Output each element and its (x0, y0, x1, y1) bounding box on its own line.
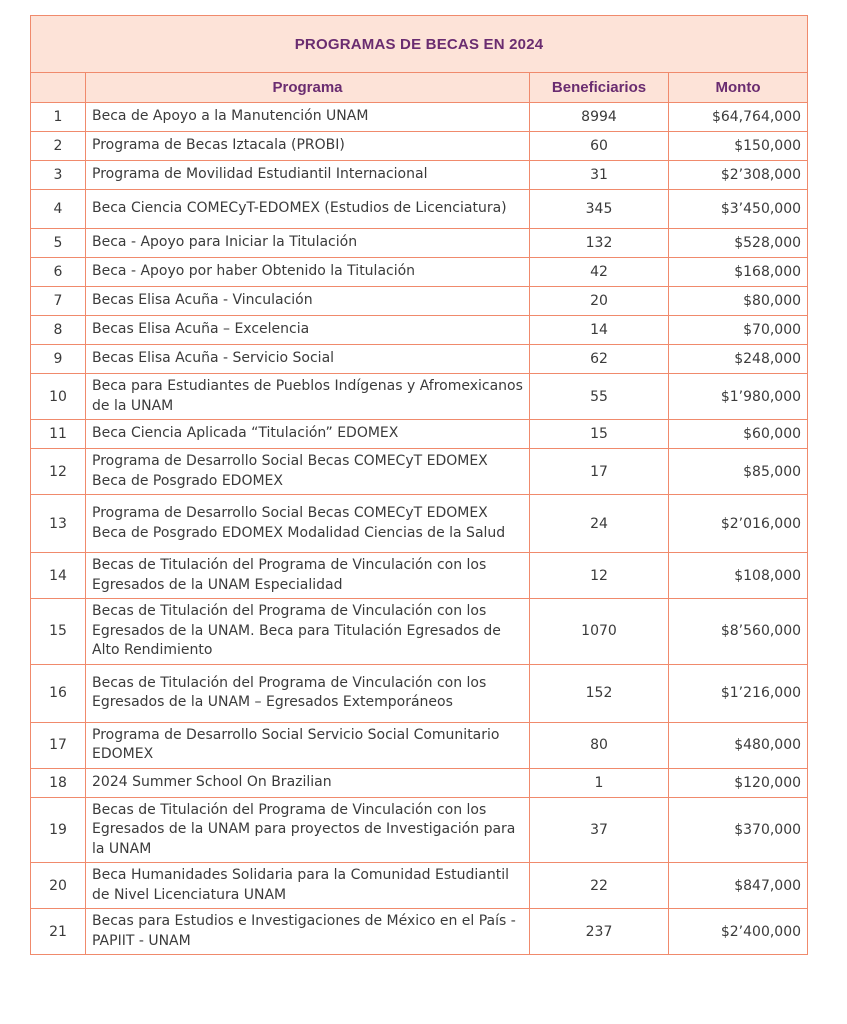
amount-value: $2’308,000 (669, 161, 808, 190)
amount-value: $60,000 (669, 420, 808, 449)
beneficiaries-count: 15 (530, 420, 669, 449)
table-row (31, 722, 808, 768)
row-number: 17 (31, 722, 86, 768)
table-row (31, 190, 808, 229)
table-row (31, 664, 808, 722)
amount-value: $480,000 (669, 722, 808, 768)
program-name: Programa de Movilidad Estudiantil Internacional (86, 161, 530, 190)
beneficiaries-count: 22 (530, 863, 669, 909)
row-number: 9 (31, 345, 86, 374)
table-row (31, 797, 808, 863)
table-row (31, 287, 808, 316)
amount-value: $1’216,000 (669, 664, 808, 722)
beneficiaries-count: 55 (530, 374, 669, 420)
table-row (31, 495, 808, 553)
table-row (31, 345, 808, 374)
program-name: Programa de Desarrollo Social Becas COMECyT EDOMEX Beca de Posgrado EDOMEX (86, 449, 530, 495)
program-name: Programa de Desarrollo Social Becas COMECyT EDOMEX Beca de Posgrado EDOMEX Modalidad Ciencias de la Salud (86, 495, 530, 553)
table-row (31, 229, 808, 258)
beneficiaries-count: 80 (530, 722, 669, 768)
program-name: Becas de Titulación del Programa de Vinculación con los Egresados de la UNAM. Beca para Titulación Egresados de Alto Rendimiento (86, 599, 530, 665)
amount-value: $85,000 (669, 449, 808, 495)
amount-value: $8’560,000 (669, 599, 808, 665)
program-name: Beca Ciencia Aplicada “Titulación” EDOMEX (86, 420, 530, 449)
program-name: Programa de Desarrollo Social Servicio Social Comunitario EDOMEX (86, 722, 530, 768)
amount-value: $108,000 (669, 553, 808, 599)
row-number: 7 (31, 287, 86, 316)
header-beneficiaries: Beneficiarios (530, 73, 669, 103)
amount-value: $70,000 (669, 316, 808, 345)
beneficiaries-count: 8994 (530, 103, 669, 132)
amount-value: $370,000 (669, 797, 808, 863)
table-title: PROGRAMAS DE BECAS EN 2024 (31, 16, 808, 73)
row-number: 5 (31, 229, 86, 258)
amount-value: $120,000 (669, 768, 808, 797)
row-number: 4 (31, 190, 86, 229)
amount-value: $847,000 (669, 863, 808, 909)
beneficiaries-count: 1 (530, 768, 669, 797)
table-row (31, 599, 808, 665)
row-number: 12 (31, 449, 86, 495)
amount-value: $528,000 (669, 229, 808, 258)
row-number: 10 (31, 374, 86, 420)
table-row (31, 258, 808, 287)
amount-value: $3’450,000 (669, 190, 808, 229)
table-row (31, 374, 808, 420)
beneficiaries-count: 17 (530, 449, 669, 495)
table-row (31, 909, 808, 955)
table-row (31, 863, 808, 909)
amount-value: $80,000 (669, 287, 808, 316)
beneficiaries-count: 20 (530, 287, 669, 316)
beneficiaries-count: 60 (530, 132, 669, 161)
program-name: Beca Ciencia COMECyT-EDOMEX (Estudios de Licenciatura) (86, 190, 530, 229)
program-name: 2024 Summer School On Brazilian (86, 768, 530, 797)
beneficiaries-count: 1070 (530, 599, 669, 665)
program-name: Programa de Becas Iztacala (PROBI) (86, 132, 530, 161)
row-number: 13 (31, 495, 86, 553)
header-row (31, 73, 808, 103)
table-row (31, 316, 808, 345)
beneficiaries-count: 12 (530, 553, 669, 599)
program-name: Becas de Titulación del Programa de Vinculación con los Egresados de la UNAM para proyectos de Investigación para la UNAM (86, 797, 530, 863)
row-number: 18 (31, 768, 86, 797)
row-number: 11 (31, 420, 86, 449)
program-name: Becas Elisa Acuña - Vinculación (86, 287, 530, 316)
program-name: Beca - Apoyo para Iniciar la Titulación (86, 229, 530, 258)
row-number: 8 (31, 316, 86, 345)
table-row (31, 553, 808, 599)
amount-value: $150,000 (669, 132, 808, 161)
program-name: Becas para Estudios e Investigaciones de México en el País - PAPIIT - UNAM (86, 909, 530, 955)
row-number: 21 (31, 909, 86, 955)
row-number: 2 (31, 132, 86, 161)
amount-value: $248,000 (669, 345, 808, 374)
header-number (31, 73, 86, 103)
table-row (31, 768, 808, 797)
amount-value: $2’016,000 (669, 495, 808, 553)
beneficiaries-count: 152 (530, 664, 669, 722)
amount-value: $1’980,000 (669, 374, 808, 420)
beneficiaries-count: 345 (530, 190, 669, 229)
title-row (31, 16, 808, 73)
beneficiaries-count: 14 (530, 316, 669, 345)
row-number: 15 (31, 599, 86, 665)
table-row (31, 449, 808, 495)
amount-value: $2’400,000 (669, 909, 808, 955)
beneficiaries-count: 62 (530, 345, 669, 374)
row-number: 6 (31, 258, 86, 287)
scholarship-table (30, 15, 808, 955)
amount-value: $168,000 (669, 258, 808, 287)
amount-value: $64,764,000 (669, 103, 808, 132)
row-number: 20 (31, 863, 86, 909)
beneficiaries-count: 24 (530, 495, 669, 553)
beneficiaries-count: 132 (530, 229, 669, 258)
program-name: Beca - Apoyo por haber Obtenido la Titulación (86, 258, 530, 287)
beneficiaries-count: 37 (530, 797, 669, 863)
beneficiaries-count: 237 (530, 909, 669, 955)
row-number: 16 (31, 664, 86, 722)
program-name: Beca Humanidades Solidaria para la Comunidad Estudiantil de Nivel Licenciatura UNAM (86, 863, 530, 909)
table-row (31, 420, 808, 449)
program-name: Beca para Estudiantes de Pueblos Indígenas y Afromexicanos de la UNAM (86, 374, 530, 420)
row-number: 1 (31, 103, 86, 132)
row-number: 3 (31, 161, 86, 190)
row-number: 14 (31, 553, 86, 599)
table-row (31, 103, 808, 132)
header-amount: Monto (669, 73, 808, 103)
beneficiaries-count: 42 (530, 258, 669, 287)
program-name: Becas Elisa Acuña - Servicio Social (86, 345, 530, 374)
program-name: Becas Elisa Acuña – Excelencia (86, 316, 530, 345)
beneficiaries-count: 31 (530, 161, 669, 190)
table-row (31, 161, 808, 190)
header-program: Programa (86, 73, 530, 103)
table-body (31, 103, 808, 955)
row-number: 19 (31, 797, 86, 863)
program-name: Becas de Titulación del Programa de Vinculación con los Egresados de la UNAM Especialidad (86, 553, 530, 599)
table-row (31, 132, 808, 161)
program-name: Beca de Apoyo a la Manutención UNAM (86, 103, 530, 132)
program-name: Becas de Titulación del Programa de Vinculación con los Egresados de la UNAM – Egresados Extemporáneos (86, 664, 530, 722)
